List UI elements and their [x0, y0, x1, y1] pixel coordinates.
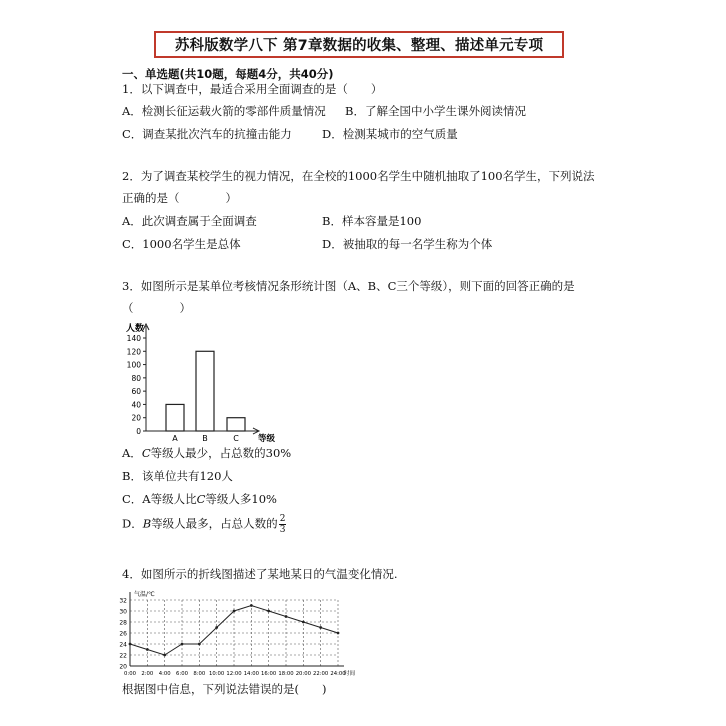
- question-4-stem: 4．如图所示的折线图描述了某地某日的气温变化情况.: [122, 567, 398, 581]
- q1-option-b[interactable]: B．了解全国中小学生课外阅读情况: [345, 104, 526, 118]
- data-point: [198, 643, 201, 646]
- line-chart: [112, 588, 356, 678]
- y-tick-label: 22: [119, 652, 127, 660]
- q2-option-b[interactable]: B．样本容量是100: [322, 214, 422, 228]
- question-1-stem: 1．以下调查中，最适合采用全面调查的是（ ）: [122, 82, 383, 96]
- x-axis-label: 等级: [258, 434, 276, 444]
- q2-option-c[interactable]: C．1000名学生是总体: [122, 237, 241, 251]
- data-point: [267, 610, 270, 613]
- q3-option-c[interactable]: [122, 491, 277, 507]
- x-tick-label: 16:00: [261, 671, 277, 677]
- data-point: [319, 626, 322, 629]
- x-tick-label: 8:00: [193, 671, 206, 677]
- data-point: [215, 626, 218, 629]
- q3-option-d-rest: 等级人最多，占总人数的: [151, 516, 278, 531]
- question-3-stem-cont: （ ）: [122, 301, 191, 315]
- data-point: [337, 632, 340, 635]
- x-tick-label: 6:00: [176, 671, 188, 677]
- x-tick-label: 14:00: [243, 671, 259, 677]
- q1-option-a[interactable]: A．检测长征运载火箭的零部件质量情况: [122, 104, 326, 118]
- y-tick-label: 140: [126, 334, 141, 343]
- q3-option-d[interactable]: [122, 514, 286, 535]
- y-tick-label: 20: [119, 663, 127, 671]
- bar: [196, 351, 214, 431]
- q1-option-c[interactable]: C．调查某批次汽车的抗撞击能力: [122, 127, 292, 141]
- x-tick-label: 22:00: [313, 671, 329, 677]
- y-tick-label: 60: [131, 387, 141, 397]
- fraction-two-thirds: [279, 514, 287, 535]
- y-axis-label: 人数: [126, 324, 145, 334]
- x-tick-label: 20:00: [295, 671, 311, 677]
- section-heading: 一、单选题(共10题，每题4分，共40分): [122, 67, 334, 81]
- question-3-stem: 3．如图所示是某单位考核情况条形统计图（A、B、C三个等级），则下面的回答正确的是: [122, 279, 575, 293]
- data-point: [285, 615, 288, 618]
- x-tick-label: C: [233, 434, 239, 443]
- q2-option-d[interactable]: D．被抽取的每一名学生称为个体: [322, 237, 493, 251]
- y-tick-label: 80: [131, 373, 141, 383]
- data-point: [129, 643, 132, 646]
- data-point: [233, 610, 236, 613]
- fraction-numerator: 2: [279, 514, 286, 524]
- y-tick-label: 26: [119, 630, 127, 638]
- data-point: [146, 648, 149, 651]
- x-tick-label: 4:00: [158, 671, 171, 677]
- y-tick-label: 24: [119, 641, 127, 649]
- bar: [227, 418, 245, 431]
- q2-option-a[interactable]: A．此次调查属于全面调查: [122, 214, 257, 228]
- q3-option-a-var: C: [141, 446, 151, 460]
- q3-option-d-var: B: [142, 516, 152, 531]
- bar: [166, 404, 184, 431]
- y-tick-label: 30: [119, 608, 127, 616]
- x-tick-label: 12:00: [226, 671, 242, 677]
- x-tick-label: 10:00: [209, 671, 225, 677]
- y-tick-label: 20: [131, 413, 141, 423]
- data-point: [181, 643, 184, 646]
- x-tick-label: 18:00: [278, 671, 294, 677]
- question-2-stem: 2．为了调查某校学生的视力情况，在全校的1000名学生中随机抽取了100名学生，下列说法: [122, 169, 595, 183]
- q3-option-a[interactable]: [122, 445, 291, 461]
- q3-option-a-rest: 等级人最少，占总数的30%: [150, 446, 292, 460]
- data-point: [163, 654, 166, 657]
- y-tick-label: 28: [119, 619, 127, 627]
- x-tick-label: 0:00: [124, 671, 136, 677]
- q3-option-c-var: C: [196, 492, 206, 506]
- q3-option-c-rest: 等级人多10%: [205, 492, 277, 506]
- y-tick-label: 100: [126, 360, 141, 370]
- question-4-stem-cont: 根据图中信息，下列说法错误的是( ): [122, 682, 327, 696]
- document-title: 苏科版数学八下 第7章数据的收集、整理、描述单元专项: [154, 31, 564, 58]
- x-tick-label: 2:00: [141, 671, 154, 677]
- y-axis-label: 气温/℃: [134, 591, 155, 598]
- x-tick-label: A: [172, 434, 178, 443]
- q3-option-c-prefix: C．A等级人比: [122, 492, 197, 506]
- fraction-denominator: 3: [279, 525, 286, 535]
- x-tick-label: 24:00: [330, 671, 346, 677]
- y-tick-label: 32: [119, 597, 127, 605]
- q3-option-b[interactable]: B．该单位共有120人: [122, 469, 233, 483]
- y-tick-label: 0: [136, 427, 141, 436]
- y-tick-label: 40: [131, 400, 141, 410]
- q1-option-d[interactable]: D．检测某城市的空气质量: [322, 127, 458, 141]
- x-axis-label: 时间: [344, 671, 356, 677]
- q3-option-d-prefix: D．: [122, 516, 143, 531]
- data-point: [250, 604, 253, 607]
- question-2-stem-cont: 正确的是（ ）: [122, 191, 237, 205]
- bar-chart: [118, 320, 288, 444]
- data-point: [302, 621, 305, 624]
- x-tick-label: B: [202, 434, 208, 443]
- y-tick-label: 120: [126, 347, 141, 357]
- q3-option-a-prefix: A．: [122, 446, 142, 460]
